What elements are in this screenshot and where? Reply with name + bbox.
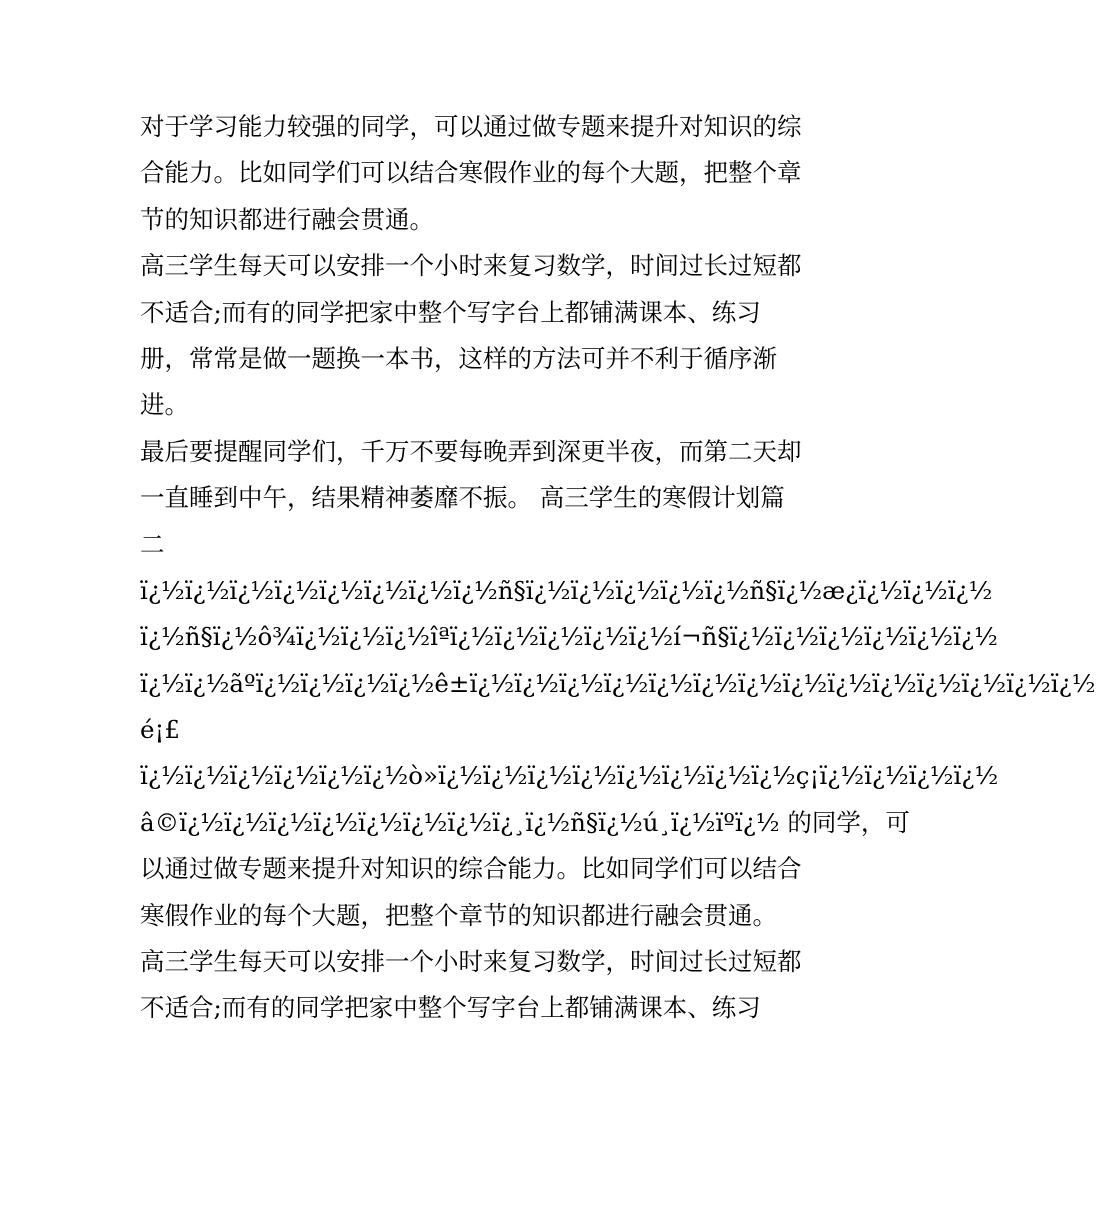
garbled-text-line: ï¿½ï¿½ï¿½ï¿½ï¿½ï¿½ï¿½ï¿½ñ§ï¿½ï¿½ï¿½ï¿½ï¿½ñ§ï¿½æ¿ï¿½ï¿½ï¿½ — [140, 575, 993, 605]
garbled-text-line: ï¿½ï¿½ãºï¿½ï¿½ï¿½ï¿½ê±ï¿½ï¿½ï¿½ï¿½ï¿½ï¿½ï¿½ï¿½ï¿½ï¿½ï¿½ï¿½ï¿½ï¿½ — [140, 668, 1096, 698]
text-line: 最后要提醒同学们，千万不要每晚弄到深更半夜，而第二天却 — [140, 436, 802, 466]
text-line: 不适合;而有的同学把家中整个写字台上都铺满课本、练习 — [140, 297, 761, 327]
garbled-text-line: â©ï¿½ï¿½ï¿½ï¿½ï¿½ï¿½ï¿½ï¿¸ï¿½ñ§ï¿½ú¸ï¿½ïºï¿½ 的同学，可 — [140, 807, 910, 837]
text-line: 进。 — [140, 390, 189, 420]
text-line: 高三学生每天可以安排一个小时来复习数学，时间过长过短都 — [140, 251, 802, 281]
text-line: 节的知识都进行融会贯通。 — [140, 204, 434, 234]
text-line: 册，常常是做一题换一本书，这样的方法可并不利于循序渐 — [140, 343, 777, 373]
garbled-text-line: ï¿½ï¿½ï¿½ï¿½ï¿½ï¿½ò»ï¿½ï¿½ï¿½ï¿½ï¿½ï¿½ï¿½ï¿½ç¡ï¿½ï¿½ï¿½ï¿½ — [140, 761, 999, 791]
text-line: 对于学习能力较强的同学，可以通过做专题来提升对知识的综 — [140, 112, 802, 141]
text-line: 高三学生每天可以安排一个小时来复习数学，时间过长过短都 — [140, 947, 802, 977]
text-line: 寒假作业的每个大题，把整个章节的知识都进行融会贯通。 — [140, 900, 777, 930]
garbled-text-line: é¡£ — [140, 715, 180, 745]
text-line: 合能力。比如同学们可以结合寒假作业的每个大题，把整个章 — [140, 158, 802, 188]
text-line: 不适合;而有的同学把家中整个写字台上都铺满课本、练习 — [140, 993, 761, 1023]
document-body — [140, 104, 1096, 1032]
text-line: 二 — [140, 529, 165, 559]
text-line: 一直睡到中午，结果精神萎靡不振。 高三学生的寒假计划篇 — [140, 483, 785, 513]
text-line: 以通过做专题来提升对知识的综合能力。比如同学们可以结合 — [140, 854, 802, 884]
garbled-text-line: ï¿½ñ§ï¿½ô¾ï¿½ï¿½ï¿½îªï¿½ï¿½ï¿½ï¿½ï¿½í¬ñ§ï¿½ï¿½ï¿½ï¿½ï¿½ï¿½ — [140, 622, 998, 652]
